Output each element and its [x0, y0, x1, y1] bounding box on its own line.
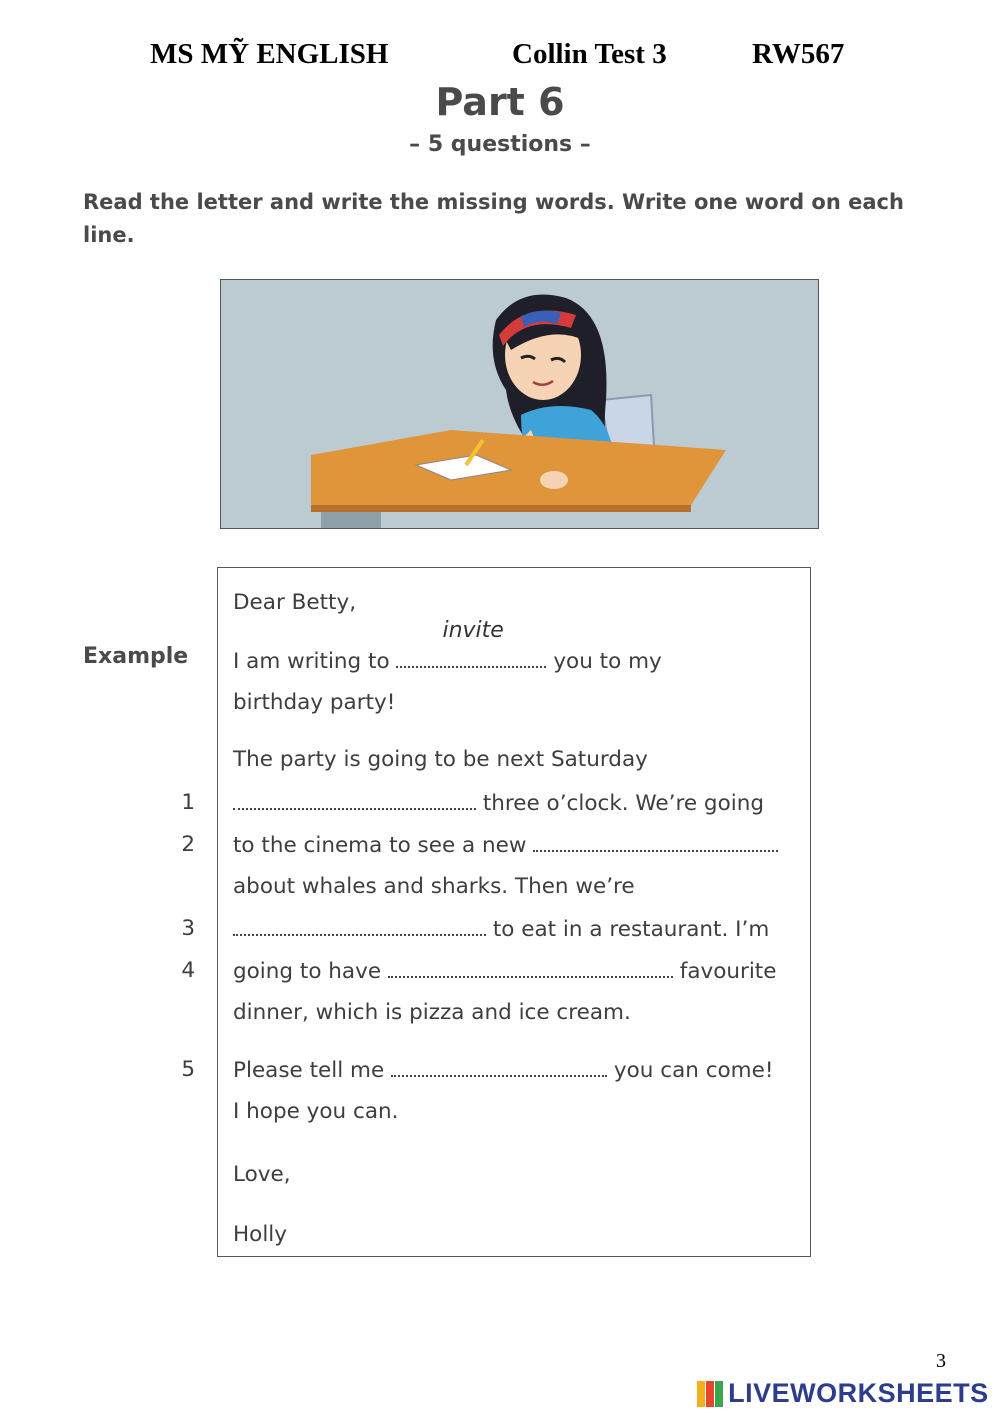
question-5-line	[233, 1057, 773, 1083]
liveworksheets-logo	[697, 1378, 989, 1406]
example-text-after: you to my	[553, 649, 662, 674]
letter-line-birthday: birthday party!	[233, 690, 396, 715]
question-number-5: 5	[181, 1057, 195, 1082]
example-line	[233, 618, 662, 674]
liveworksheets-logo-icon	[697, 1381, 723, 1407]
question-3-line	[233, 916, 769, 942]
answer-input-2[interactable]	[533, 832, 778, 852]
girl-writing-image	[221, 280, 818, 528]
header-test: Collin Test 3	[512, 38, 667, 70]
question-number-4: 4	[181, 958, 195, 983]
example-text-before: I am writing to	[233, 649, 390, 674]
letter-closing: Love,	[233, 1162, 291, 1187]
question-5-text-before: Please tell me	[233, 1058, 385, 1083]
example-label: Example	[83, 644, 189, 669]
header-school: MS MỸ ENGLISH	[150, 38, 389, 70]
letter-signature: Holly	[233, 1222, 287, 1247]
question-1-line	[233, 790, 764, 816]
question-4-line	[233, 958, 776, 984]
letter-line-hope: I hope you can.	[233, 1099, 399, 1124]
question-number-2: 2	[181, 832, 195, 857]
question-3-text-after: to eat in a restaurant. I’m	[492, 917, 770, 942]
question-2-text-before: to the cinema to see a new	[233, 833, 527, 858]
instructions: Read the letter and write the missing words. Write one word on each line.	[83, 190, 904, 247]
page-number: 3	[936, 1350, 946, 1372]
question-5-text-after: you can come!	[613, 1058, 774, 1083]
question-number-1: 1	[181, 790, 195, 815]
letter-line-dinner: dinner, which is pizza and ice cream.	[233, 1000, 631, 1025]
answer-input-1[interactable]	[233, 790, 476, 810]
watermark-text: LIVEWORKSHEETS	[728, 1378, 989, 1408]
header-code: RW567	[752, 38, 845, 70]
question-number-3: 3	[181, 916, 195, 941]
question-2-line	[233, 832, 778, 858]
example-answer-field	[396, 618, 546, 668]
question-4-text-after: favourite	[679, 959, 777, 984]
answer-input-4[interactable]	[388, 958, 673, 978]
question-1-text-after: three o’clock. We’re going	[482, 791, 764, 816]
page-subtitle: – 5 questions –	[409, 132, 591, 157]
girl-writing-illustration	[220, 279, 819, 529]
question-4-text-before: going to have	[233, 959, 382, 984]
answer-input-5[interactable]	[391, 1057, 607, 1077]
letter-greeting: Dear Betty,	[233, 590, 357, 615]
answer-input-3[interactable]	[233, 916, 486, 936]
page-title: Part 6	[435, 80, 565, 124]
letter-line-party: The party is going to be next Saturday	[233, 747, 648, 772]
example-answer: invite	[442, 618, 504, 643]
letter-line-whales: about whales and sharks. Then we’re	[233, 874, 635, 899]
